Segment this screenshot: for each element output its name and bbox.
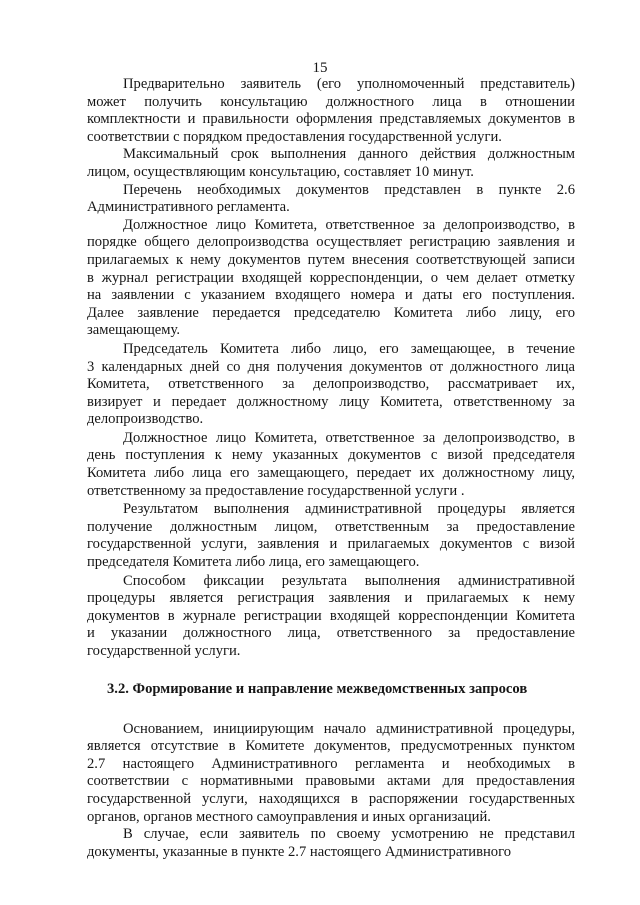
text-line: день поступления к нему указанных документов с визой председателя	[87, 447, 575, 464]
text-line: на заявлении с указанием входящего номера и даты его поступления.	[87, 287, 575, 304]
paragraph	[87, 826, 575, 861]
text-line: 3 календарных дней со дня получения документов от должностного лица	[87, 358, 575, 375]
text-line: делопроизводство.	[87, 411, 204, 428]
text-line: Должностное лицо Комитета, ответственное за делопроизводство, в	[123, 429, 575, 446]
document-body	[87, 76, 575, 861]
paragraph	[87, 217, 575, 340]
text-line: государственной услуги, заявления и прилагаемых документов с визой	[87, 536, 575, 553]
text-line: замещающему.	[87, 322, 181, 339]
text-line: В случае, если заявитель по своему усмотрению не представил	[123, 826, 575, 843]
text-line: может получить консультацию должностного лица в отношении	[87, 93, 575, 110]
text-line: соответствии с нормативными правовыми актами для предоставления	[87, 773, 575, 790]
paragraph	[87, 721, 575, 827]
text-line: получение должностным лицом, ответственным за предоставление	[87, 518, 575, 535]
text-line: Перечень необходимых документов представлен в пункте 2.6	[123, 181, 575, 198]
text-line: государственной услуги, находящихся в распоряжении государственных	[87, 790, 575, 807]
text-line: лицом, осуществляющим консультацию, составляет 10 минут.	[87, 163, 474, 180]
paragraph	[87, 76, 575, 146]
paragraph	[87, 341, 575, 429]
text-line: процедуры является регистрация заявления и прилагаемых к нему	[87, 590, 575, 607]
text-line: Комитета, ответственного за делопроизводство, рассматривает их,	[87, 376, 575, 393]
text-line: соответствии с порядком предоставления государственной услуги.	[87, 128, 502, 145]
text-line: Комитета либо лица его замещающего, передает их должностному лицу,	[87, 465, 575, 482]
text-line: и указании должностного лица, ответственного за предоставление	[87, 625, 575, 642]
section-heading: 3.2. Формирование и направление межведомственных запросов	[107, 680, 528, 697]
text-line: председателя Комитета либо лица, его замещающего.	[87, 554, 420, 571]
text-line: Основанием, инициирующим начало административной процедуры,	[123, 720, 575, 737]
text-line: в журнал регистрации входящей корреспонденции, о чем делает отметку	[87, 269, 575, 286]
text-line: является отсутствие в Комитете документов, предусмотренных пунктом	[87, 738, 575, 755]
text-line: документов в журнале регистрации входящей корреспонденции Комитета	[87, 607, 575, 624]
text-line: комплектности и правильности оформления представляемых документов в	[87, 111, 575, 128]
text-line: Результатом выполнения административной процедуры является	[123, 501, 575, 518]
paragraph	[87, 146, 575, 181]
text-line: визирует и передает должностному лицу Комитета, ответственному за	[87, 393, 575, 410]
text-line: прилагаемых к нему документов путем внесения соответствующей записи	[87, 251, 575, 268]
paragraph	[87, 573, 575, 661]
page-number: 15	[312, 60, 328, 76]
text-line: государственной услуги.	[87, 643, 241, 659]
text-line: порядке общего делопроизводства осуществляет регистрацию заявления и	[87, 234, 575, 251]
text-line: Далее заявление передается председателю Комитета либо лицу, его	[87, 304, 575, 321]
paragraph	[87, 430, 575, 500]
paragraph	[87, 182, 575, 217]
paragraph	[87, 501, 575, 571]
text-line: Председатель Комитета либо лицо, его замещающее, в течение	[123, 340, 575, 357]
text-line: Должностное лицо Комитета, ответственное за делопроизводство, в	[123, 216, 575, 233]
text-line: Предварительно заявитель (его уполномоченный представитель)	[123, 76, 575, 92]
text-line: 2.7 настоящего Административного регламента и необходимых в	[87, 755, 575, 772]
text-line: органов, органов местного самоуправления и иных организаций.	[87, 808, 491, 825]
text-line: Способом фиксации результата выполнения административной	[123, 572, 575, 589]
text-line: Административного регламента.	[87, 199, 290, 216]
text-line: Максимальный срок выполнения данного действия должностным	[123, 146, 575, 163]
text-line: документы, указанные в пункте 2.7 настоящего Административного	[87, 843, 512, 860]
text-line: ответственному за предоставление государственной услуги .	[87, 482, 465, 499]
